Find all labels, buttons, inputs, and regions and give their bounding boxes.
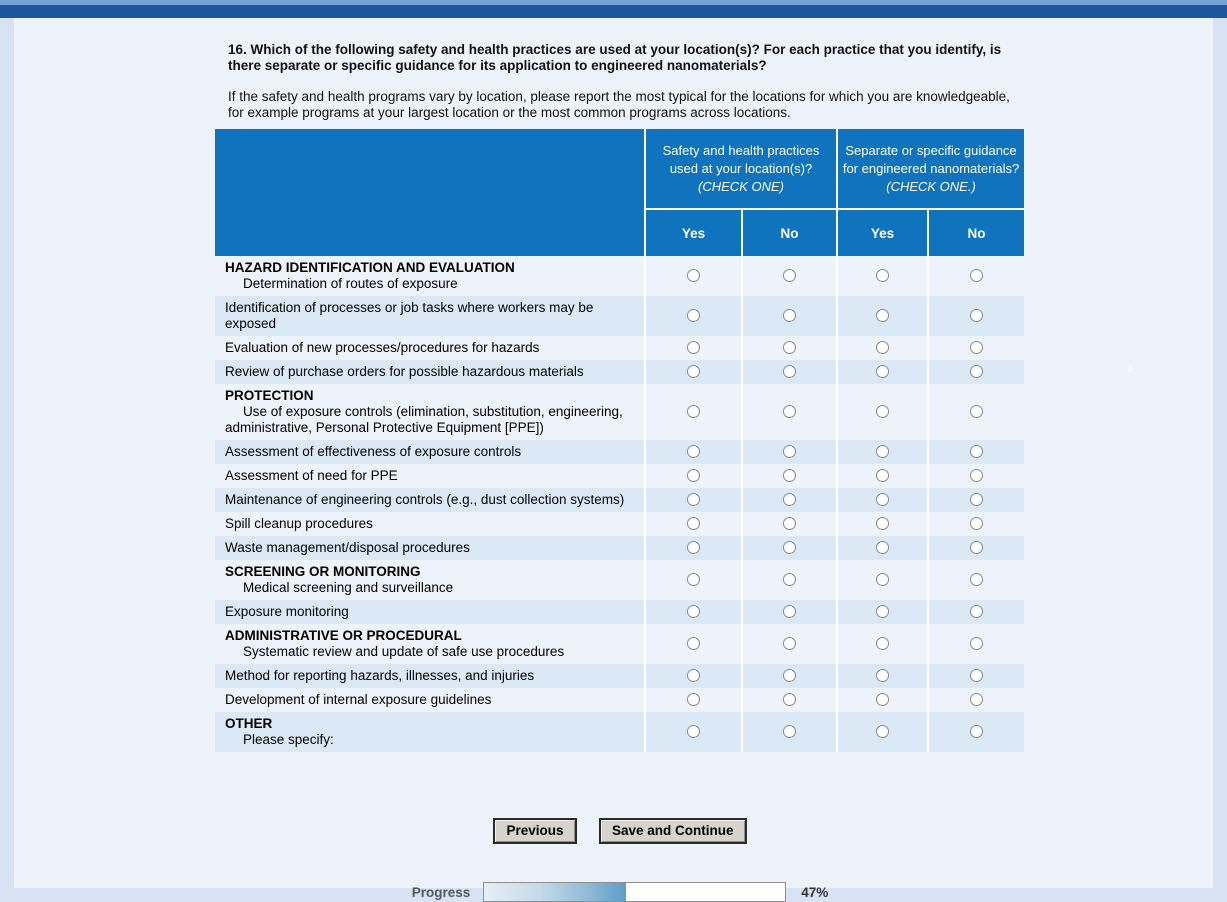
- radio-cell: [645, 712, 742, 752]
- radio-row13-guidance-no[interactable]: [970, 637, 983, 650]
- row-section-title: PROTECTION: [225, 388, 314, 403]
- table-row: [215, 296, 1024, 336]
- radio-cell: [742, 664, 837, 688]
- row-label-cell: [215, 384, 645, 440]
- row-label-cell: [215, 664, 645, 688]
- radio-row5-guidance-yes[interactable]: [876, 405, 889, 418]
- radio-row15-practices-no[interactable]: [783, 693, 796, 706]
- radio-cell: [645, 536, 742, 560]
- radio-cell: [837, 464, 928, 488]
- radio-cell: [837, 440, 928, 464]
- subheader-practices-no: No: [742, 209, 837, 256]
- row-label-cell: [215, 600, 645, 624]
- radio-row4-practices-no[interactable]: [783, 365, 796, 378]
- radio-row13-practices-no[interactable]: [783, 637, 796, 650]
- radio-row8-practices-no[interactable]: [783, 493, 796, 506]
- radio-cell: [837, 688, 928, 712]
- radio-cell: [837, 360, 928, 384]
- radio-row11-practices-yes[interactable]: [687, 573, 700, 586]
- radio-row10-guidance-no[interactable]: [970, 541, 983, 554]
- radio-row4-guidance-yes[interactable]: [876, 365, 889, 378]
- column-group-guidance-title: Separate or specific guidance for engineered nanomaterials?: [842, 143, 1020, 176]
- table-row: [215, 256, 1024, 296]
- radio-cell: [837, 256, 928, 296]
- radio-cell: [742, 600, 837, 624]
- radio-row7-guidance-yes[interactable]: [876, 469, 889, 482]
- row-label: Use of exposure controls (elimination, substitution, engineering, administrative, Personal Protective Equipment [PPE]): [225, 404, 623, 435]
- radio-cell: [645, 624, 742, 664]
- table-row: [215, 688, 1024, 712]
- progress-bar: [483, 882, 786, 902]
- progress-percent: 47%: [801, 884, 829, 900]
- radio-row2-guidance-yes[interactable]: [876, 309, 889, 322]
- radio-cell: [928, 256, 1024, 296]
- row-label-cell: [215, 440, 645, 464]
- radio-cell: [928, 384, 1024, 440]
- radio-cell: [645, 512, 742, 536]
- radio-row12-guidance-no[interactable]: [970, 605, 983, 618]
- radio-cell: [837, 336, 928, 360]
- radio-row5-guidance-no[interactable]: [970, 405, 983, 418]
- question-block: [215, 42, 1010, 121]
- radio-cell: [742, 688, 837, 712]
- radio-cell: [742, 712, 837, 752]
- table-row: [215, 560, 1024, 600]
- radio-row15-practices-yes[interactable]: [687, 693, 700, 706]
- row-section-title: HAZARD IDENTIFICATION AND EVALUATION: [225, 260, 515, 275]
- previous-button[interactable]: Previous: [493, 818, 576, 844]
- radio-row15-guidance-yes[interactable]: [876, 693, 889, 706]
- radio-row16-practices-no[interactable]: [783, 725, 796, 738]
- radio-cell: [928, 664, 1024, 688]
- subheader-guidance-no: No: [928, 209, 1024, 256]
- practices-table-header: [215, 129, 1024, 256]
- row-label: Maintenance of engineering controls (e.g., dust collection systems): [225, 492, 625, 507]
- radio-row2-practices-no[interactable]: [783, 309, 796, 322]
- radio-row14-guidance-yes[interactable]: [876, 669, 889, 682]
- question-instructions: If the safety and health programs vary by location, please report the most typical for the locations for which you are knowledgeable, for example programs at your largest location or the most common programs across locations.: [228, 89, 1010, 120]
- radio-cell: [928, 536, 1024, 560]
- radio-cell: [837, 488, 928, 512]
- radio-cell: [742, 624, 837, 664]
- radio-cell: [928, 600, 1024, 624]
- radio-cell: [645, 360, 742, 384]
- radio-row13-guidance-yes[interactable]: [876, 637, 889, 650]
- radio-row11-guidance-no[interactable]: [970, 573, 983, 586]
- row-label: Method for reporting hazards, illnesses, and injuries: [225, 668, 535, 683]
- row-label: Identification of processes or job tasks where workers may be exposed: [225, 300, 594, 331]
- radio-cell: [742, 296, 837, 336]
- radio-cell: [645, 560, 742, 600]
- radio-cell: [742, 336, 837, 360]
- radio-row11-practices-no[interactable]: [783, 573, 796, 586]
- radio-row7-practices-no[interactable]: [783, 469, 796, 482]
- radio-cell: [742, 560, 837, 600]
- row-label-cell: [215, 560, 645, 600]
- table-row: [215, 600, 1024, 624]
- row-label: Determination of routes of exposure: [243, 276, 458, 291]
- radio-row5-practices-no[interactable]: [783, 405, 796, 418]
- radio-row14-practices-yes[interactable]: [687, 669, 700, 682]
- radio-row4-practices-yes[interactable]: [687, 365, 700, 378]
- row-label: Spill cleanup procedures: [225, 516, 373, 531]
- radio-cell: [928, 360, 1024, 384]
- radio-cell: [928, 488, 1024, 512]
- row-section-title: OTHER: [225, 716, 273, 731]
- radio-row6-practices-yes[interactable]: [687, 445, 700, 458]
- progress-label: Progress: [411, 884, 471, 900]
- row-label-cell: [215, 296, 645, 336]
- table-row: [215, 336, 1024, 360]
- radio-row8-practices-yes[interactable]: [687, 493, 700, 506]
- row-label: Development of internal exposure guidelines: [225, 692, 492, 707]
- practices-table: [215, 129, 1024, 752]
- table-row: [215, 440, 1024, 464]
- radio-cell: [837, 296, 928, 336]
- radio-row15-guidance-no[interactable]: [970, 693, 983, 706]
- radio-row3-guidance-no[interactable]: [970, 341, 983, 354]
- radio-row14-practices-no[interactable]: [783, 669, 796, 682]
- row-label-cell: [215, 536, 645, 560]
- radio-cell: [928, 712, 1024, 752]
- radio-cell: [742, 384, 837, 440]
- radio-cell: [837, 624, 928, 664]
- radio-cell: [928, 560, 1024, 600]
- radio-cell: [928, 296, 1024, 336]
- row-label-cell: [215, 512, 645, 536]
- radio-cell: [928, 336, 1024, 360]
- radio-cell: [837, 560, 928, 600]
- row-label-cell: [215, 464, 645, 488]
- subheader-guidance-yes: Yes: [837, 209, 928, 256]
- row-label-cell: [215, 688, 645, 712]
- radio-cell: [928, 464, 1024, 488]
- radio-row6-guidance-yes[interactable]: [876, 445, 889, 458]
- radio-row10-practices-yes[interactable]: [687, 541, 700, 554]
- table-row: [215, 624, 1024, 664]
- radio-cell: [742, 360, 837, 384]
- row-label: Evaluation of new processes/procedures for hazards: [225, 340, 540, 355]
- radio-row7-guidance-no[interactable]: [970, 469, 983, 482]
- row-section-title: SCREENING OR MONITORING: [225, 564, 421, 579]
- radio-cell: [645, 256, 742, 296]
- radio-row1-practices-yes[interactable]: [687, 269, 700, 282]
- table-corner-cell: [215, 129, 645, 256]
- radio-cell: [645, 384, 742, 440]
- chevron-right-icon: ›: [1128, 359, 1133, 376]
- radio-row1-practices-no[interactable]: [783, 269, 796, 282]
- row-label: Assessment of need for PPE: [225, 468, 398, 483]
- radio-cell: [928, 624, 1024, 664]
- radio-row16-guidance-no[interactable]: [970, 725, 983, 738]
- row-label: Review of purchase orders for possible hazardous materials: [225, 364, 584, 379]
- table-row: [215, 664, 1024, 688]
- top-bar-dark: [0, 5, 1227, 18]
- radio-row2-practices-yes[interactable]: [687, 309, 700, 322]
- table-row: [215, 488, 1024, 512]
- radio-row9-practices-yes[interactable]: [687, 517, 700, 530]
- column-group-guidance-note: (CHECK ONE.): [886, 179, 976, 194]
- radio-cell: [928, 688, 1024, 712]
- radio-cell: [742, 256, 837, 296]
- radio-row9-guidance-no[interactable]: [970, 517, 983, 530]
- radio-row16-practices-yes[interactable]: [687, 725, 700, 738]
- progress-bar-fill: [484, 883, 625, 901]
- question-text: 16. Which of the following safety and health practices are used at your location(s)? For each practice that you identify, is there separate or specific guidance for its application to engineered nanomaterials?: [228, 42, 1002, 73]
- radio-cell: [742, 536, 837, 560]
- radio-cell: [742, 488, 837, 512]
- table-row: [215, 464, 1024, 488]
- radio-cell: [837, 536, 928, 560]
- radio-cell: [645, 464, 742, 488]
- radio-row6-guidance-no[interactable]: [970, 445, 983, 458]
- radio-row9-practices-no[interactable]: [783, 517, 796, 530]
- radio-cell: [837, 712, 928, 752]
- radio-cell: [837, 600, 928, 624]
- table-row: [215, 384, 1024, 440]
- table-row: [215, 712, 1024, 752]
- row-label: Waste management/disposal procedures: [225, 540, 470, 555]
- radio-cell: [645, 336, 742, 360]
- table-row: [215, 536, 1024, 560]
- row-label: Assessment of effectiveness of exposure controls: [225, 444, 522, 459]
- row-label-cell: [215, 712, 645, 752]
- row-label-cell: [215, 488, 645, 512]
- radio-row16-guidance-yes[interactable]: [876, 725, 889, 738]
- radio-cell: [837, 384, 928, 440]
- radio-row3-practices-yes[interactable]: [687, 341, 700, 354]
- radio-row12-practices-yes[interactable]: [687, 605, 700, 618]
- radio-row1-guidance-yes[interactable]: [876, 269, 889, 282]
- progress-section: [215, 882, 1025, 902]
- form-actions: [215, 818, 1025, 844]
- radio-cell: [742, 464, 837, 488]
- radio-row3-practices-no[interactable]: [783, 341, 796, 354]
- radio-cell: [742, 512, 837, 536]
- radio-row12-guidance-yes[interactable]: [876, 605, 889, 618]
- radio-cell: [645, 488, 742, 512]
- radio-cell: [645, 664, 742, 688]
- radio-row14-guidance-no[interactable]: [970, 669, 983, 682]
- radio-row10-practices-no[interactable]: [783, 541, 796, 554]
- radio-cell: [837, 664, 928, 688]
- column-group-practices-note: (CHECK ONE): [698, 179, 784, 194]
- row-section-title: ADMINISTRATIVE OR PROCEDURAL: [225, 628, 462, 643]
- radio-row2-guidance-no[interactable]: [970, 309, 983, 322]
- radio-cell: [837, 512, 928, 536]
- radio-cell: [645, 688, 742, 712]
- row-label: Please specify:: [243, 732, 334, 747]
- row-label-cell: [215, 336, 645, 360]
- radio-cell: [645, 440, 742, 464]
- row-label: Systematic review and update of safe use procedures: [243, 644, 565, 659]
- radio-row8-guidance-no[interactable]: [970, 493, 983, 506]
- radio-row10-guidance-yes[interactable]: [876, 541, 889, 554]
- radio-row11-guidance-yes[interactable]: [876, 573, 889, 586]
- column-group-practices-title: Safety and health practices used at your location(s)?: [662, 143, 820, 176]
- survey-page-panel: [14, 18, 1213, 900]
- row-label: Exposure monitoring: [225, 604, 349, 619]
- row-label-cell: [215, 256, 645, 296]
- radio-row3-guidance-yes[interactable]: [876, 341, 889, 354]
- column-group-guidance: [837, 129, 1024, 209]
- radio-cell: [645, 600, 742, 624]
- subheader-practices-yes: Yes: [645, 209, 742, 256]
- radio-row8-guidance-yes[interactable]: [876, 493, 889, 506]
- column-group-practices: [645, 129, 837, 209]
- radio-cell: [928, 440, 1024, 464]
- radio-cell: [928, 512, 1024, 536]
- row-label-cell: [215, 360, 645, 384]
- radio-row13-practices-yes[interactable]: [687, 637, 700, 650]
- practices-table-body: [215, 256, 1024, 752]
- save-and-continue-button[interactable]: Save and Continue: [599, 818, 747, 844]
- radio-cell: [645, 296, 742, 336]
- table-row: [215, 512, 1024, 536]
- radio-row6-practices-no[interactable]: [783, 445, 796, 458]
- radio-row4-guidance-no[interactable]: [970, 365, 983, 378]
- radio-row1-guidance-no[interactable]: [970, 269, 983, 282]
- radio-cell: [742, 440, 837, 464]
- table-row: [215, 360, 1024, 384]
- row-label: Medical screening and surveillance: [243, 580, 454, 595]
- radio-row12-practices-no[interactable]: [783, 605, 796, 618]
- radio-row7-practices-yes[interactable]: [687, 469, 700, 482]
- radio-row5-practices-yes[interactable]: [687, 405, 700, 418]
- row-label-cell: [215, 624, 645, 664]
- radio-row9-guidance-yes[interactable]: [876, 517, 889, 530]
